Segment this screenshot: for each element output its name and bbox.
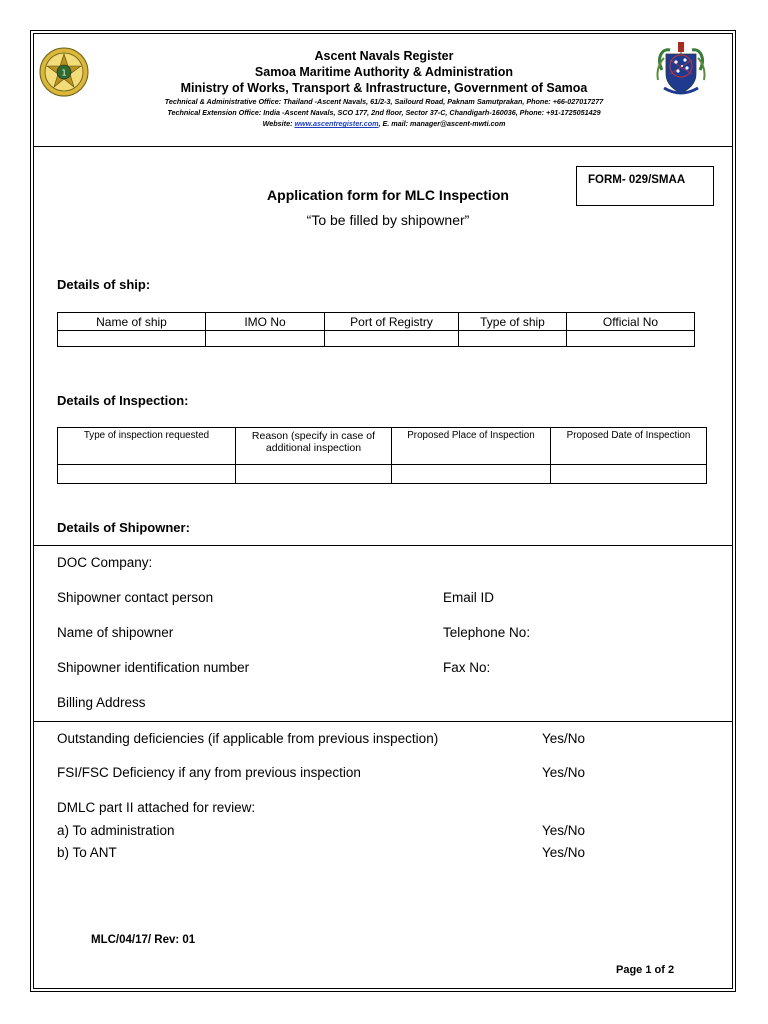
- contact-line: [100, 119, 668, 128]
- col-proposed-date: Proposed Date of Inspection: [551, 428, 707, 465]
- form-title: Application form for MLC Inspection: [267, 187, 509, 203]
- proposed-date-cell[interactable]: [551, 465, 707, 484]
- col-type-of-inspection: Type of inspection requested: [58, 428, 236, 465]
- col-reason: Reason (specify in case of additional inspection: [236, 428, 392, 465]
- shipowner-id-label: Shipowner identification number: [57, 660, 250, 675]
- shipowner-top-rule: [33, 545, 733, 546]
- org-name: Ascent Navals Register: [314, 49, 454, 63]
- header-divider: [33, 146, 733, 147]
- dmlc-ant-label: b) To ANT: [57, 845, 117, 860]
- page-value: 1 of 2: [645, 964, 675, 976]
- col-official-no: Official No: [567, 313, 695, 331]
- page-label: Page: [616, 964, 643, 976]
- col-port-of-registry: Port of Registry: [325, 313, 459, 331]
- table-header-row: [58, 313, 695, 331]
- contact-person-label: Shipowner contact person: [57, 590, 214, 605]
- form-subtitle: “To be filled by shipowner”: [306, 212, 470, 228]
- shipowner-name-label: Name of shipowner: [57, 625, 174, 640]
- col-imo-no: IMO No: [206, 313, 325, 331]
- table-row: [58, 465, 707, 484]
- dmlc-label: DMLC part II attached for review:: [57, 800, 256, 815]
- billing-address-label: Billing Address: [57, 695, 146, 710]
- table-row: [58, 331, 695, 347]
- extension-office: Technical Extension Office: India -Ascent Navals, SCO 177, 2nd floor, Sector 37-C, Chandigarh-160036, Phone: +91-1725051429: [167, 108, 601, 117]
- fsi-yes-no[interactable]: Yes/No: [542, 765, 586, 780]
- proposed-place-cell[interactable]: [392, 465, 551, 484]
- svg-text:1: 1: [61, 68, 67, 78]
- type-of-ship-cell[interactable]: [459, 331, 567, 347]
- form-code-box: FORM- 029/SMAA: [576, 166, 714, 206]
- outstanding-yes-no[interactable]: Yes/No: [542, 731, 586, 746]
- doc-company-label: DOC Company:: [57, 555, 153, 570]
- ship-details-heading: Details of ship:: [57, 277, 151, 292]
- col-proposed-place: Proposed Place of Inspection: [392, 428, 551, 465]
- dmlc-administration-yes-no[interactable]: Yes/No: [542, 823, 586, 838]
- col-type-of-ship: Type of ship: [459, 313, 567, 331]
- telephone-label: Telephone No:: [443, 625, 531, 640]
- ministry-name: Ministry of Works, Transport & Infrastructure, Government of Samoa: [180, 81, 588, 95]
- outstanding-deficiencies-label: Outstanding deficiencies (if applicable from previous inspection): [57, 731, 439, 746]
- ship-details-table: [57, 312, 695, 347]
- inspection-details-table: [57, 427, 707, 484]
- shipowner-details-heading: Details of Shipowner:: [57, 520, 190, 535]
- type-of-inspection-cell[interactable]: [58, 465, 236, 484]
- shipowner-bottom-rule: [33, 721, 733, 722]
- dmlc-ant-yes-no[interactable]: Yes/No: [542, 845, 586, 860]
- inspection-details-heading: Details of Inspection:: [57, 393, 189, 408]
- imo-no-cell[interactable]: [206, 331, 325, 347]
- fsi-deficiency-label: FSI/FSC Deficiency if any from previous inspection: [57, 765, 361, 780]
- technical-office: Technical & Administrative Office: Thailand -Ascent Navals, 61/2-3, Sailourd Road, Paknam Samutprakan, Phone: +66-027017277: [164, 97, 604, 106]
- name-of-ship-cell[interactable]: [58, 331, 206, 347]
- ascent-navals-logo: [38, 46, 90, 98]
- website-label: Website:: [262, 119, 293, 128]
- document-code: MLC/04/17/ Rev: 01: [91, 934, 196, 946]
- page-number: [616, 964, 674, 976]
- website-link[interactable]: www.ascentregister.com: [294, 119, 379, 128]
- fax-label: Fax No:: [443, 660, 491, 675]
- reason-cell[interactable]: [236, 465, 392, 484]
- col-name-of-ship: Name of ship: [58, 313, 206, 331]
- email-text: , E. mail: manager@ascent-mwti.com: [378, 119, 506, 128]
- table-header-row: [58, 428, 707, 465]
- authority-name: Samoa Maritime Authority & Administration: [254, 65, 514, 79]
- dmlc-administration-label: a) To administration: [57, 823, 175, 838]
- official-no-cell[interactable]: [567, 331, 695, 347]
- email-id-label: Email ID: [443, 590, 495, 605]
- port-of-registry-cell[interactable]: [325, 331, 459, 347]
